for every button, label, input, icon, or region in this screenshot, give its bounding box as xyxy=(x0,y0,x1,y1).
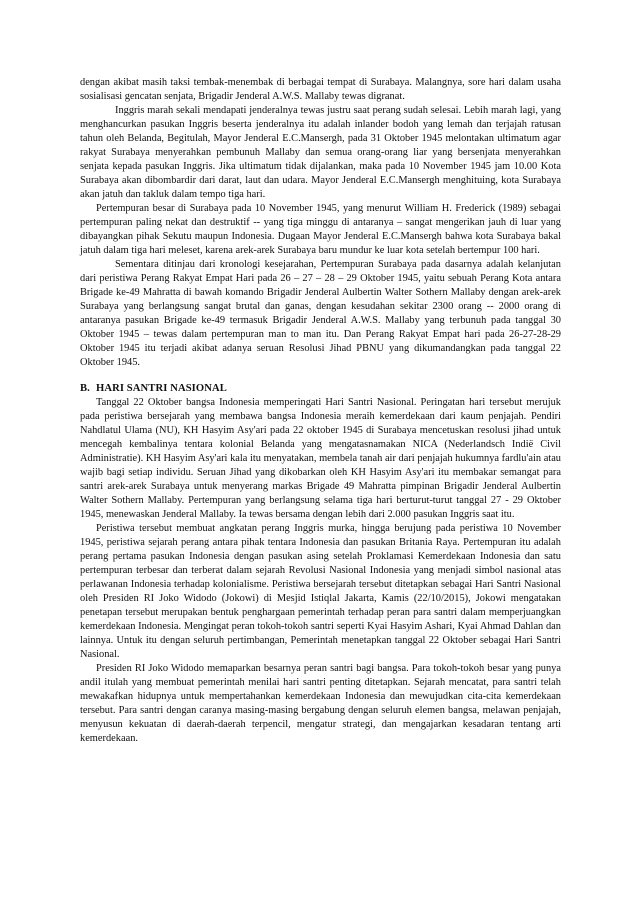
section-title: HARI SANTRI NASIONAL xyxy=(96,383,227,394)
section-label: B. xyxy=(80,383,90,394)
body-paragraph: Peristiwa tersebut membuat angkatan perang Inggris murka, hingga berujung pada peristiwa 10 November 1945, peristiwa sejarah perang antara pihak tentara Indonesia dan pasukan Britania Raya. Pertempuran itu adalah perang pertama pasukan Indonesia dengan pasukan asing setelah Proklamasi Kemerdekaan Indonesia dan satu pertempuran terbesar dan terberat dalam sejarah Revolusi Nasional Indonesia yang menjadi simbol nasional atas perlawanan Indonesia terhadap kolonialisme. Peristiwa bersejarah tersebut ditetapkan sebagai Hari Santri Nasional oleh Presiden RI Joko Widodo (Jokowi) di Mesjid Istiqlal Jakarta, Kamis (22/10/2015), Jokowi mengatakan penetapan tersebut merupakan bentuk penghargaan pemerintah terhadap peran para santri dalam memperjuangkan kemerdekaan Indonesia. Mengingat peran tokoh-tokoh santri seperti Kyai Hasyim Ashari, Kyai Ahmad Dahlan dan lainnya. Untuk itu dengan seluruh pertimbangan, Pemerintah menetapkan tanggal 22 Oktober sebagai Hari Santri Nasional. xyxy=(80,523,561,660)
section-heading xyxy=(80,382,561,396)
body-paragraph: Sementara ditinjau dari kronologi kesejarahan, Pertempuran Surabaya pada dasarnya adalah kelanjutan dari peristiwa Perang Rakyat Empat Hari pada 26 – 27 – 28 – 29 Oktober 1945, yaitu sebuah Perang Kota antara Brigade ke-49 Mahratta di bawah komando Brigadir Jenderal Aulbertin Walter Sothern Mallaby dengan arek-arek Surabaya yang berlangsung sangat brutal dan ganas, dengan kesudahan sekitar 2300 orang -- 2000 orang di antaranya pasukan Brigade ke-49 termasuk Brigadir Jenderal A.W.S. Mallaby yang terbunuh pada tanggal 30 Oktober 1945 – tewas dalam pertempuran man to man itu. Dan Perang Rakyat Empat hari pada 26-27-28-29 Oktober 1945 itu terjadi akibat adanya seruan Resolusi Jihad PBNU yang dikumandangkan pada tanggal 22 Oktober 1945. xyxy=(80,259,561,368)
document-page xyxy=(80,76,561,746)
body-paragraph: Presiden RI Joko Widodo memaparkan besarnya peran santri bagi bangsa. Para tokoh-tokoh besar yang punya andil itulah yang membuat pemerintah menilai hari santri penting ditetapkan. Sejarah mencatat, para santri telah mewakafkan hidupnya untuk mempertahankan kemerdekaan Indonesia dan mewujudkan cita-cita kemerdekaan tersebut. Para santri dengan caranya masing-masing bergabung dengan seluruh elemen bangsa, melawan penjajah, menyusun kekuatan di daerah-daerah terpencil, mengatur strategi, dan mengajarkan kesadaran tentang arti kemerdekaan. xyxy=(80,663,561,744)
body-paragraph: Tanggal 22 Oktober bangsa Indonesia memperingati Hari Santri Nasional. Peringatan hari tersebut merujuk pada peristiwa bersejarah yang membawa bangsa Indonesia meraih kemerdekaan dari kaum penjajah. Pendiri Nahdlatul Ulama (NU), KH Hasyim Asy'ari pada 22 oktober 1945 di Surabaya mencetuskan resolusi jihad untuk mencegah kembalinya tentara kolonial Belanda yang mengatasnamakan NICA (Nederlandsch Indiё Civil Administratie). KH Hasyim Asy'ari kala itu menyatakan, membela tanah air dari penjajah hukumnya fardlu'ain atau wajib bagi setiap individu. Seruan Jihad yang dikobarkan oleh KH Hasyim Asy'ari itu membakar semangat para santri arek-arek Surabaya untuk menyerang markas Brigade 49 Mahratta pimpinan Brigadir Jenderal Aulbertin Walter Sothern Mallaby. Pertempuran yang berlangsung selama tiga hari berturut-turut tanggal 27 - 29 Oktober 1945, menewaskan Jenderal Mallaby. Ia tewas bersama dengan lebih dari 2.000 pasukan Inggris saat itu. xyxy=(80,397,561,520)
body-paragraph: dengan akibat masih taksi tembak-menembak di berbagai tempat di Surabaya. Malangnya, sore hari dalam usaha sosialisasi gencatan senjata, Brigadir Jenderal A.W.S. Mallaby tewas digranat. xyxy=(80,77,561,102)
body-paragraph: Inggris marah sekali mendapati jenderalnya tewas justru saat perang sudah selesai. Lebih marah lagi, yang menghancurkan pasukan Inggris beserta jenderalnya itu adalah inlander bodoh yang lemah dan terjajah ratusan tahun oleh Belanda, Begitulah, Mayor Jenderal E.C.Mansergh, pada 31 Oktober 1945 melontakan ultimatum agar rakyat Surabaya menyerahkan pembunuh Mallaby dan semua orang-orang liar yang bersenjata menyerahkan senjata kepada pasukan Inggris. Jika ultimatum tidak dijalankan, maka pada 10 November 1945 jam 10.00 Kota Surabaya akan dibombardir dari darat, laut dan udara. Mayor Jenderal E.C.Mansergh menghituing, kota Surabaya akan jatuh dan takluk dalam tempo tiga hari. xyxy=(80,105,561,200)
body-paragraph: Pertempuran besar di Surabaya pada 10 November 1945, yang menurut William H. Frederick (1989) sebagai pertempuran paling nekat dan destruktif -- yang tiga minggu di antaranya – sangat mengerikan jauh di luar yang dibayangkan pihak Sekutu maupun Indonesia. Dugaan Mayor Jenderal E.C.Mansergh bahwa kota Surabaya bakal jatuh dalam tiga hari meleset, karena arek-arek Surabaya baru mundur ke luar kota setelah bertempur 100 hari. xyxy=(80,203,561,256)
